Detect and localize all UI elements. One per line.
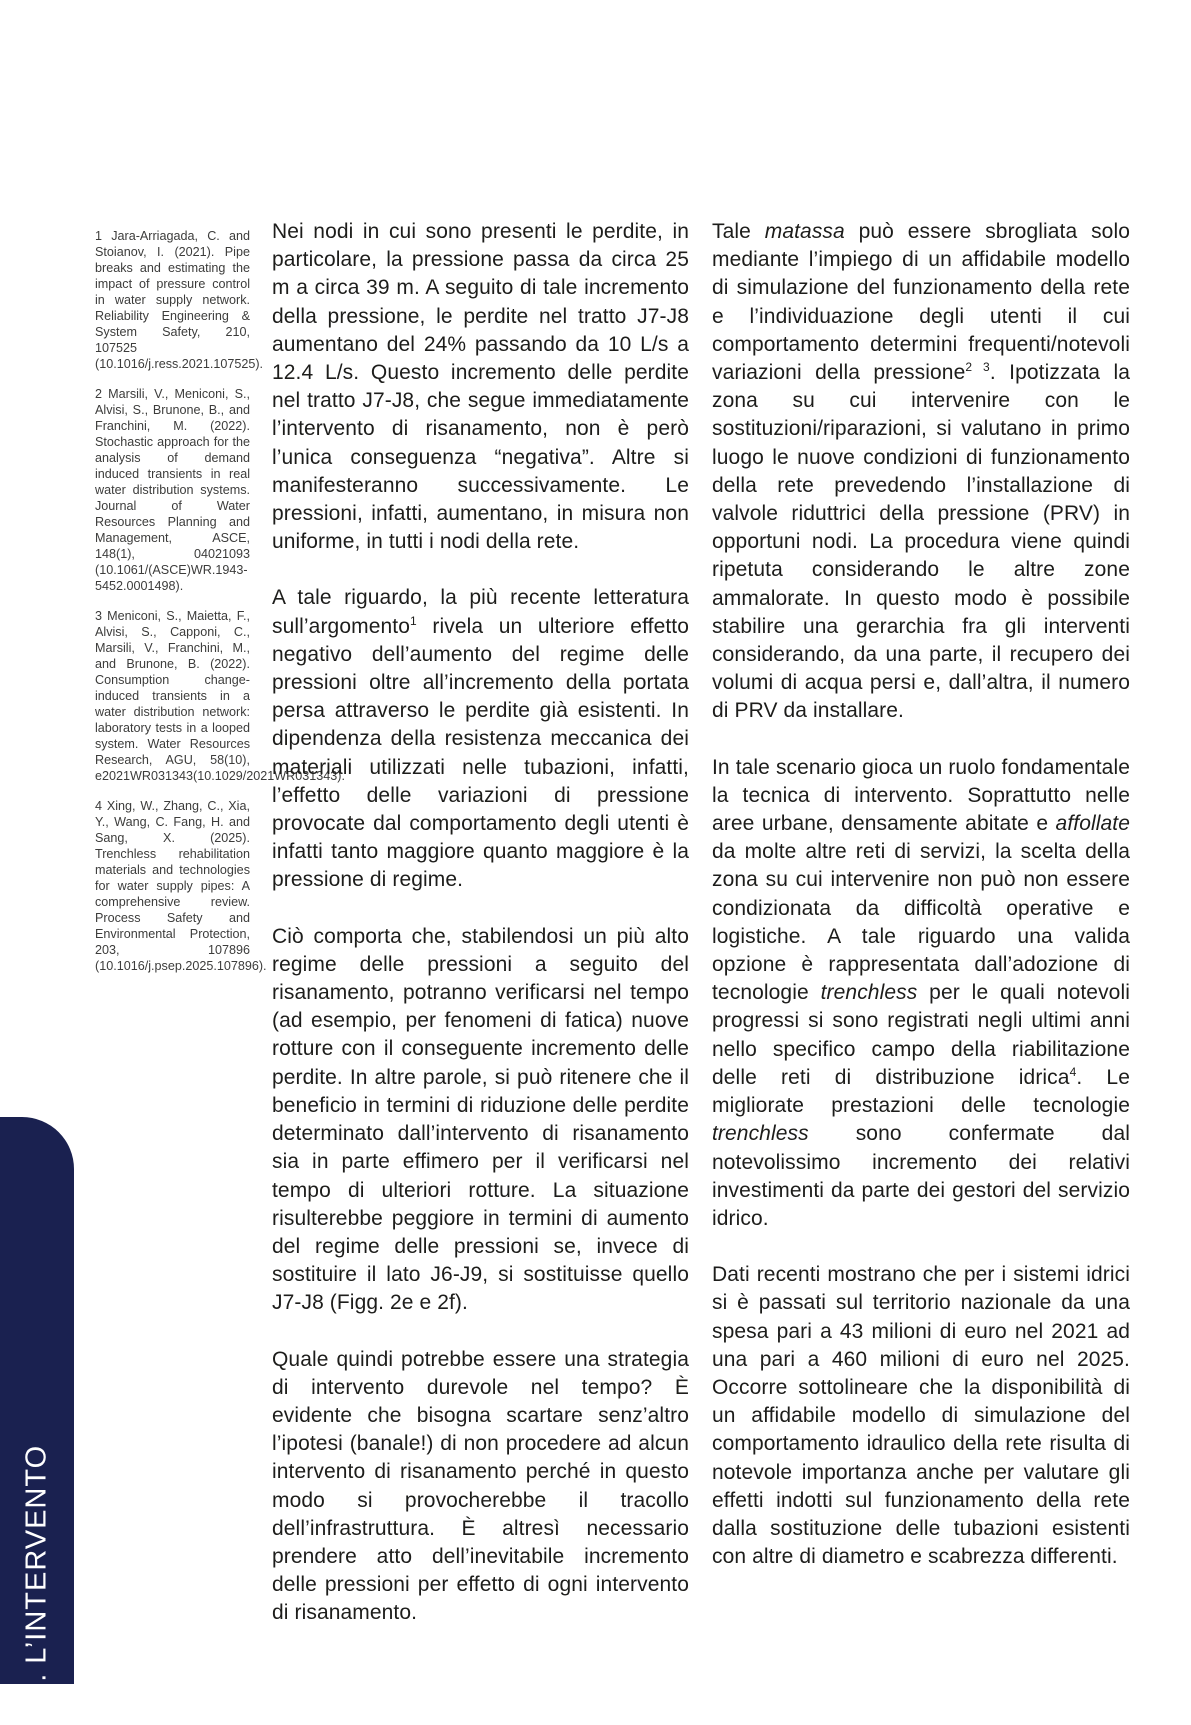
text-run: Tale [712,220,765,243]
text-run: . Ipotizzata la zona su cui intervenire con le sostituzioni/riparazioni, si valutano in primo luogo le nuove condizioni di funzionamento della rete prevedendo l’installazione di valvole riduttrici della pressione (PRV) in opportuni nodi. La procedura viene quindi ripetuta considerando le altre zone ammalorate. In questo modo è possibile stabilire una gerarchia fra gli interventi considerando, da una parte, il recupero dei volumi di acqua persi e, dall’altra, il numero di PRV da installare. [712,361,1131,723]
paragraph: Ciò comporta che, stabilendosi un più alto regime delle pressioni a seguito del risanamento, potranno verificarsi nel tempo (ad esempio, per fenomeni di fatica) nuove rotture con il conseguente incremento delle perdite. In altre parole, si può ritenere che il beneficio in termini di riduzione delle perdite determinato dall’intervento di risanamento sia in parte effimero per il verificarsi nel tempo di ulteriori rotture. La situazione risulterebbe peggiore in termini di aumento del regime delle pressioni se, invece di sostituire il lato J6-J9, si sostituisse quello J7-J8 (Figg. 2e e 2f). [272,924,689,1315]
footnote-ref-1: 1 [409,613,417,628]
text-run: rivela un ulteriore effetto negativo dell’aumento del regime delle pressioni oltre all’incremento della portata persa attraverso le perdite già esistenti. In dipendenza della resistenza meccanica dei materiali utilizzati nelle tubazioni, infatti, l’effetto delle variazioni di pressione provocate dal comportamento degli utenti è infatti tanto maggiore quanto maggiore è la pressione di regime. [272,614,689,892]
section-title: L’INTERVENTO [20,1444,53,1664]
text-run: può essere sbrogliata solo mediante l’impiego di un affidabile modello di simulazione del funzionamento della rete e l’individuazione degli utenti il cui comportamento determini frequenti/notevoli variazioni della pressione [712,220,1130,385]
footnote-1: 1 Jara-Arriagada, C. and Stoianov, I. (2021). Pipe breaks and estimating the impact of pressure control in water supply network. Reliability Engineering & System Safety, 210, 107525 (10.1016/j.ress.2021.107525). [95,229,264,371]
section-label [21,1445,54,1725]
text-run: per le quali notevoli progressi si sono registrati negli ultimi anni nello specifico campo della riabilitazione delle reti di distribuzione idrica [712,981,1130,1089]
body-column-right [712,218,1130,1571]
text-run: sono confermate dal notevolissimo incremento dei relativi investimenti da parte dei gestori del servizio idrico. [712,1122,1130,1230]
text-run: da molte altre reti di servizi, la scelta della zona su cui intervenire non può non essere condizionata da difficoltà operative e logistiche. A tale riguardo una valida opzione è rappresentata dall’adozione di tecnologie [712,840,1130,1005]
paragraph [712,754,1130,1233]
text-run: . Le migliorate prestazioni delle tecnologie [712,1065,1130,1118]
footnote-3: 3 Meniconi, S., Maietta, F., Alvisi, S., Capponi, C., Marsili, V., Franchini, M., and Brunone, B. (2022). Consumption change-induced transients in a water distribution network: laboratory tests in a looped system. Water Resources Research, AGU, 58(10), e2021WR031343(10.1029/2021WR031343). [95,609,345,783]
footnote-2: 2 Marsili, V., Meniconi, S., Alvisi, S., Brunone, B., and Franchini, M. (2022). Stochastic approach for the analysis of demand induced transients in real water distribution systems. Journal of Water Resources Planning and Management, ASCE, 148(1), 04021093 (10.1061/(ASCE)WR.1943-5452.0001498). [95,387,250,593]
italic-term: trenchless [712,1122,809,1146]
footnote-ref-2-3: 2 3 [965,360,990,375]
label-separator: . [20,1663,53,1691]
paragraph [712,218,1130,726]
footnotes-column [95,228,345,988]
page-number: 22 [20,1690,53,1725]
paragraph: Dati recenti mostrano che per i sistemi idrici si è passati sul territorio nazionale da una spesa pari a 43 milioni di euro nel 2021 ad una pari a 460 milioni di euro nel 2025. Occorre sottolineare che la disponibilità di un affidabile modello di simulazione del comportamento idraulico della rete risulta di notevole importanza anche per valutare gli effetti indotti sul funzionamento della rete dalla sostituzione delle tubazioni esistenti con altre di diametro e scabrezza differenti. [712,1263,1130,1569]
footnote-ref-4: 4 [1069,1064,1077,1079]
body-column-left [272,218,689,1628]
paragraph: Quale quindi potrebbe essere una strategia di intervento durevole nel tempo? È evidente che bisogna scartare senz’altro l’ipotesi (banale!) di non procedere ad alcun intervento di risanamento perché in questo modo si provocherebbe il tracollo dell’infrastruttura. È altresì necessario prendere atto dell’inevitabile incremento delle pressioni per effetto di ogni intervento di risanamento. [272,1347,689,1625]
italic-term: trenchless [820,981,918,1005]
footnote-4: 4 Xing, W., Zhang, C., Xia, Y., Wang, C. Fang, H. and Sang, X. (2025). Trenchless rehabilitation materials and technologies for water supply pipes: A comprehensive review. Process Safety and Environmental Protection, 203, 107896 (10.1016/j.psep.2025.107896). [95,799,267,973]
paragraph [272,584,689,894]
italic-term: affollate [1055,812,1130,836]
text-run: In tale scenario gioca un ruolo fondamentale la tecnica di intervento. Soprattutto nelle aree urbane, densamente abitate e [712,755,1130,836]
italic-term: matassa [764,220,845,243]
text-run: A tale riguardo, la più recente letteratura sull’argomento [272,586,689,638]
paragraph: Nei nodi in cui sono presenti le perdite, in particolare, la pressione passa da circa 25 m a circa 39 m. A seguito di tale incremento della pressione, le perdite nel tratto J7-J8 aumentano del 24% passando da 10 L/s a 12.4 L/s. Questo incremento delle perdite nel tratto J7-J8, che segue immediatamente l’intervento di risanamento, non è però l’unica conseguenza “negativa”. Altre si manifesteranno successivamente. Le pressioni, infatti, aumentano, in misura non uniforme, in tutti i nodi della rete. [272,220,689,554]
